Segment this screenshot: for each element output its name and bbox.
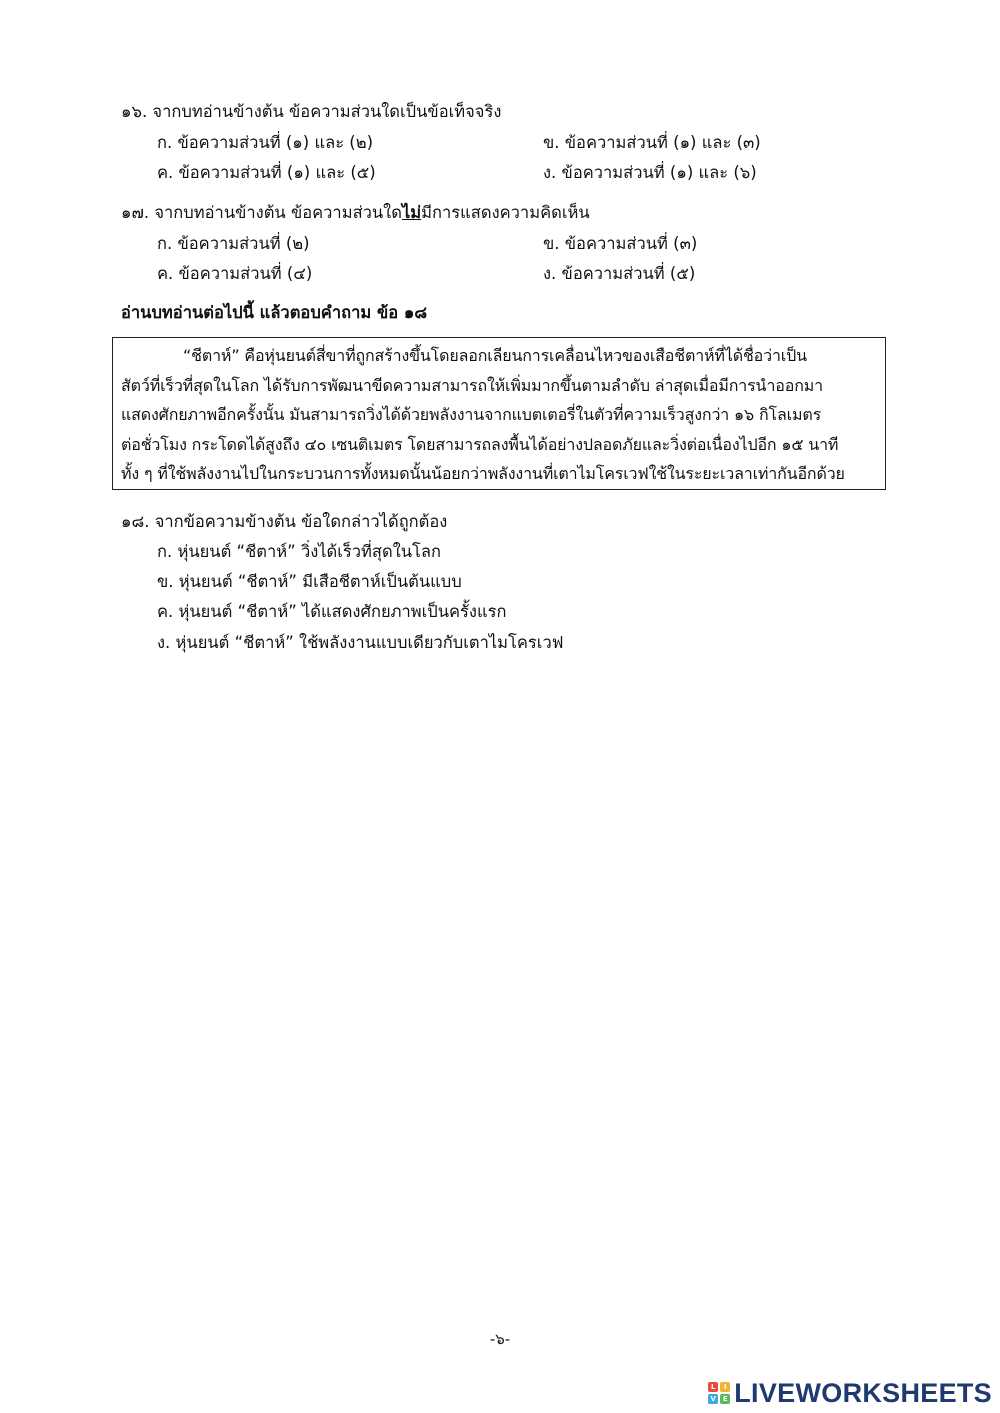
question-18: ๑๘. จากข้อความข้างต้น ข้อใดกล่าวได้ถูกต้อง — [121, 512, 448, 531]
q18-option-a[interactable]: ก. หุ่นยนต์ “ชีตาห์” วิ่งได้เร็วที่สุดในโลก — [157, 542, 442, 561]
passage-line: สัตว์ที่เร็วที่สุดในโลก ได้รับการพัฒนาขีดความสามารถให้เพิ่มมากขึ้นตามลำดับ ล่าสุดเมื่อมีการนำออกมา — [121, 375, 823, 395]
passage-line: ต่อชั่วโมง กระโดดได้สูงถึง ๔๐ เซนติเมตร โดยสามารถลงพื้นได้อย่างปลอดภัยและวิ่งต่อเนื่องไปอีก ๑๕ นาที — [121, 434, 839, 454]
page-number: -๖- — [489, 1330, 511, 1348]
passage-line: แสดงศักยภาพอีกครั้งนั้น มันสามารถวิ่งได้ด้วยพลังงานจากแบตเตอรี่ในตัวที่ความเร็วสูงกว่า ๑๖ กิโลเมตร — [121, 405, 822, 424]
logo-letter: I — [720, 1382, 730, 1392]
liveworksheets-brand[interactable] — [708, 1378, 992, 1408]
q16-option-a[interactable]: ก. ข้อความส่วนที่ (๑) และ (๒) — [157, 133, 374, 152]
reading-passage-box — [112, 337, 886, 490]
logo-letter: E — [720, 1394, 730, 1404]
q16-option-d[interactable]: ง. ข้อความส่วนที่ (๑) และ (๖) — [543, 163, 757, 182]
reading-instruction: อ่านบทอ่านต่อไปนี้ แล้วตอบคำถาม ข้อ ๑๘ — [121, 303, 428, 322]
q18-option-d[interactable]: ง. หุ่นยนต์ “ชีตาห์” ใช้พลังงานแบบเดียวกับเตาไมโครเวฟ — [157, 633, 564, 652]
question-17 — [121, 198, 590, 228]
q17-option-a[interactable]: ก. ข้อความส่วนที่ (๒) — [157, 234, 310, 253]
brand-name: LIVEWORKSHEETS — [734, 1377, 992, 1408]
liveworksheets-logo-icon — [708, 1382, 730, 1404]
q18-option-b[interactable]: ข. หุ่นยนต์ “ชีตาห์” มีเสือชีตาห์เป็นต้นแบบ — [157, 572, 462, 591]
passage-line: “ชีตาห์” คือหุ่นยนต์สี่ขาที่ถูกสร้างขึ้นโดยลอกเลียนการเคลื่อนไหวของเสือชีตาห์ที่ได้ชื่อว่าเป็น — [183, 346, 807, 365]
passage-line: ทั้ง ๆ ที่ใช้พลังงานไปในกระบวนการทั้งหมดนั้นน้อยกว่าพลังงานที่เตาไมโครเวฟใช้ในระยะเวลาเท่ากันอีกด้วย — [121, 464, 845, 483]
logo-letter: V — [708, 1394, 718, 1404]
q16-option-c[interactable]: ค. ข้อความส่วนที่ (๑) และ (๕) — [157, 163, 376, 182]
logo-letter: L — [708, 1382, 718, 1392]
q17-option-b[interactable]: ข. ข้อความส่วนที่ (๓) — [543, 234, 698, 253]
q17-prefix: ๑๗. จากบทอ่านข้างต้น ข้อความส่วนใด — [121, 203, 402, 222]
q17-option-c[interactable]: ค. ข้อความส่วนที่ (๔) — [157, 264, 313, 283]
q17-suffix: มีการแสดงความคิดเห็น — [421, 203, 590, 222]
q17-emphasis: ไม่ — [401, 203, 422, 222]
q18-option-c[interactable]: ค. หุ่นยนต์ “ชีตาห์” ได้แสดงศักยภาพเป็นครั้งแรก — [157, 602, 507, 621]
q17-option-d[interactable]: ง. ข้อความส่วนที่ (๕) — [543, 264, 696, 283]
q16-option-b[interactable]: ข. ข้อความส่วนที่ (๑) และ (๓) — [543, 133, 761, 152]
question-16: ๑๖. จากบทอ่านข้างต้น ข้อความส่วนใดเป็นข้อเท็จจริง — [121, 102, 502, 121]
